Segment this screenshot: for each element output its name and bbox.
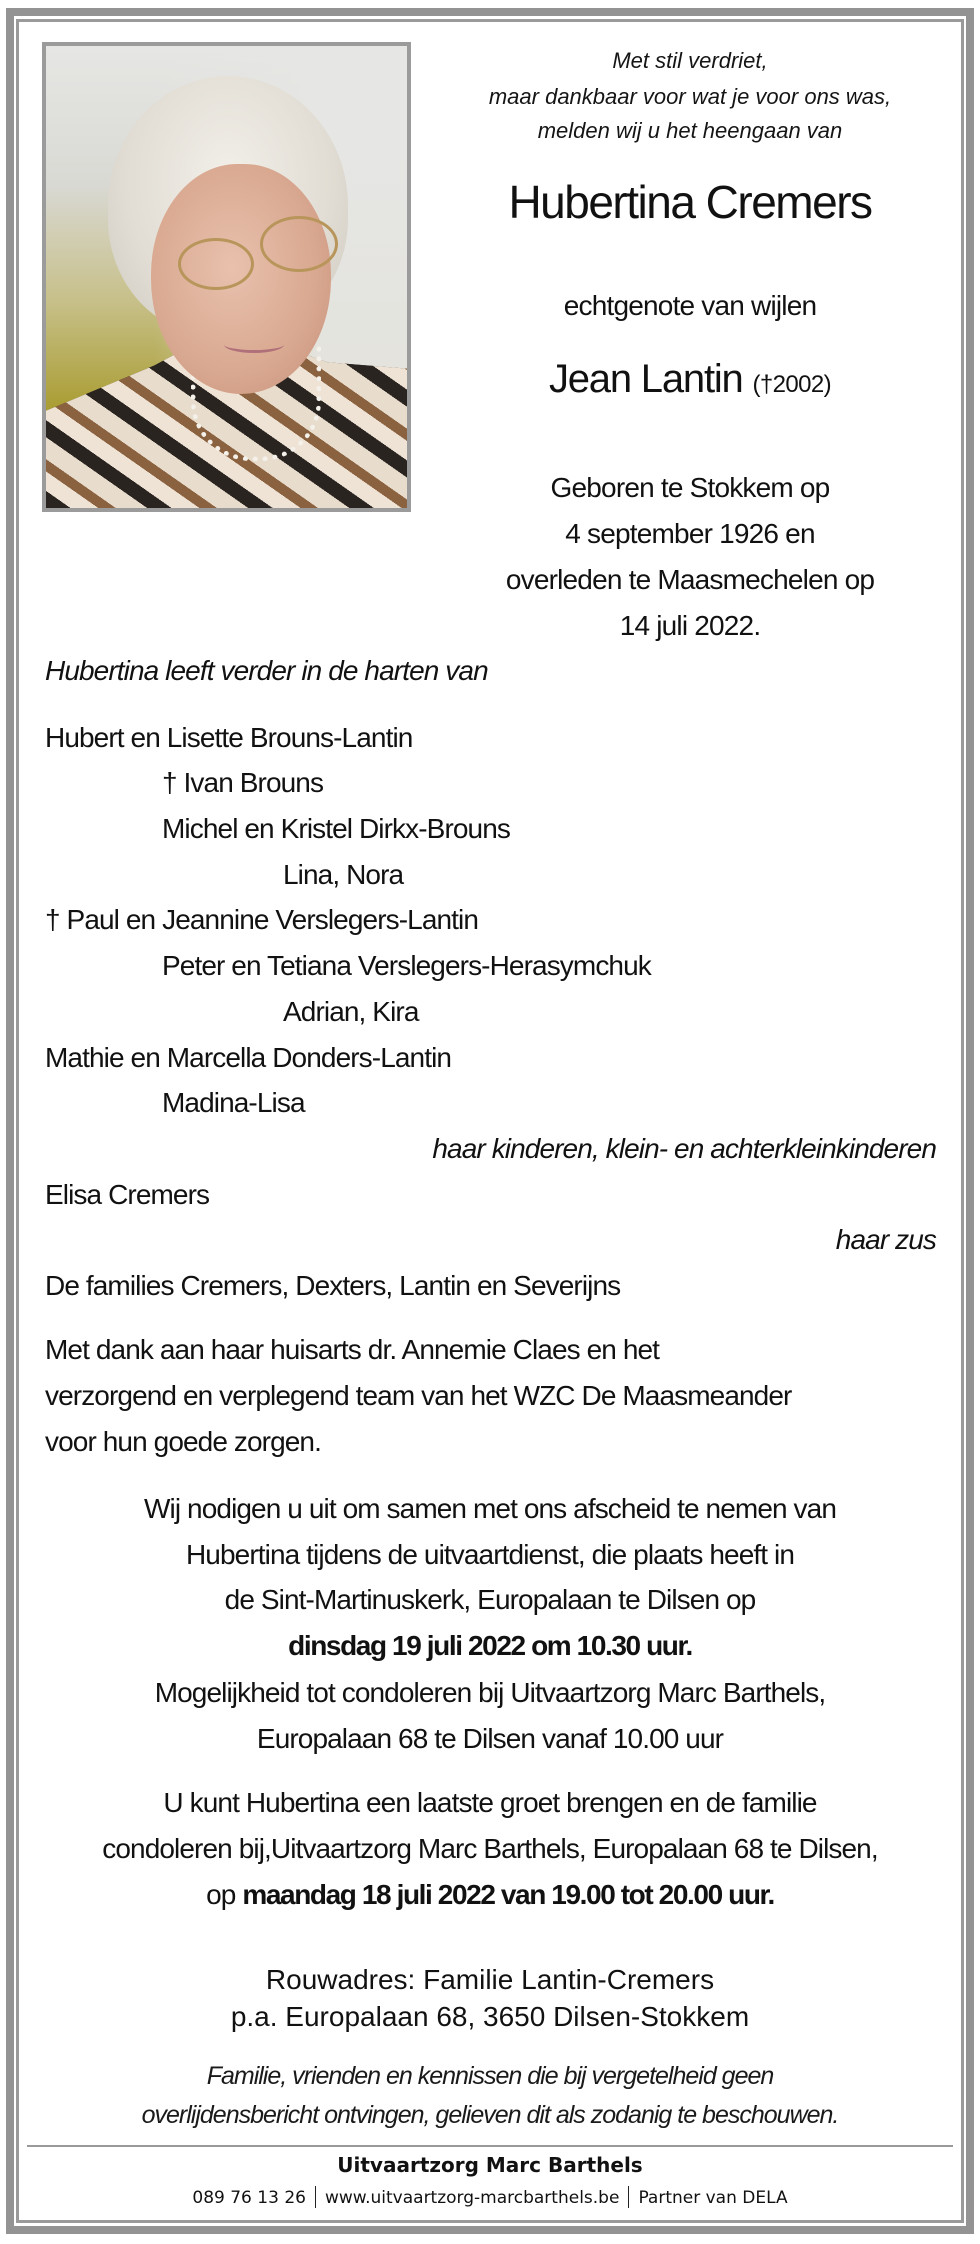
sister-name: Elisa Cremers [45,1179,210,1210]
intro-line-1: Met stil verdriet, [612,48,768,73]
spouse-name: Jean Lantin [548,357,743,401]
visitation-datetime-line [30,1879,950,1911]
life-line-2: 4 september 1926 en [565,518,815,549]
family-member: Michel en Kristel Dirkx-Brouns [162,813,510,844]
family-member: Mathie en Marcella Donders-Lantin [45,1042,452,1073]
funeral-home-name: Uitvaartzorg Marc Barthels [337,2153,643,2177]
intro-line-3: melden wij u het heengaan van [537,118,843,143]
notice-line-2: overlijdensbericht ontvingen, gelieven dit als zodanig te beschouwen. [141,2101,839,2129]
thanks-line-2: verzorgend en verplegend team van het WZC De Maasmeander [45,1380,792,1411]
survivors-intro: Hubertina leeft verder in de harten van [45,655,488,686]
mourning-address-line-2: p.a. Europalaan 68, 3650 Dilsen-Stokkem [230,2001,750,2032]
deceased-name: Hubertina Cremers [508,176,872,228]
service-line-3: de Sint-Martinuskerk, Europalaan te Dilsen op [224,1584,756,1615]
family-member: † Paul en Jeannine Verslegers-Lantin [45,904,479,935]
visitation-prefix: op [206,1879,236,1910]
visitation-line-1: U kunt Hubertina een laatste groet brengen en de familie [163,1787,817,1818]
spouse-line [440,357,940,402]
thanks-line-1: Met dank aan haar huisarts dr. Annemie Claes en het [45,1334,660,1365]
glasses-left-lens [178,238,254,290]
footer-contact-line [30,2186,950,2208]
extended-families: De families Cremers, Dexters, Lantin en Severijns [45,1270,621,1301]
service-line-2: Hubertina tijdens de uitvaartdienst, die plaats heeft in [185,1539,794,1570]
service-line-1: Wij nodigen u uit om samen met ons afscheid te nemen van [144,1493,836,1524]
life-line-4: 14 juli 2022. [619,610,761,641]
mourning-address-line-1: Rouwadres: Familie Lantin-Cremers [265,1964,715,1995]
photo-smile [224,336,284,353]
family-member: Peter en Tetiana Verslegers-Herasymchuk [162,950,651,981]
life-line-1: Geboren te Stokkem op [550,472,830,503]
glasses-right-lens [260,216,338,272]
condolence-line-2: Europalaan 68 te Dilsen vanaf 10.00 uur [256,1723,724,1754]
separator [628,2186,629,2208]
life-line-3: overleden te Maasmechelen op [505,564,875,595]
thanks-line-3: voor hun goede zorgen. [45,1426,321,1457]
footer-partner: Partner van DELA [638,2188,788,2208]
family-member: Adrian, Kira [283,996,419,1027]
visitation-line-2: condoleren bij,Uitvaartzorg Marc Barthels, Europalaan 68 te Dilsen, [102,1833,878,1864]
notice-line-1: Familie, vrienden en kennissen die bij vergetelheid geen [206,2062,774,2090]
condolence-line-1: Mogelijkheid tot condoleren bij Uitvaartzorg Marc Barthels, [154,1677,826,1708]
footer-divider [27,2145,953,2147]
intro-line-2: maar dankbaar voor wat je voor ons was, [488,84,892,109]
spouse-death-note: (†2002) [752,371,832,398]
portrait-photo [42,42,411,512]
separator [315,2186,316,2208]
spouse-prefix: echtgenote van wijlen [563,290,817,321]
family-member: Hubert en Lisette Brouns-Lantin [45,722,413,753]
service-datetime: dinsdag 19 juli 2022 om 10.30 uur. [288,1630,692,1661]
sister-caption: haar zus [835,1224,936,1255]
footer-phone[interactable]: 089 76 13 26 [192,2188,306,2208]
family-member: † Ivan Brouns [162,767,324,798]
family-member: Lina, Nora [283,859,404,890]
visitation-datetime: maandag 18 juli 2022 van 19.00 tot 20.00 uur. [242,1879,774,1910]
family-member: Madina-Lisa [162,1087,305,1118]
family-caption: haar kinderen, klein- en achterkleinkinderen [432,1133,936,1164]
footer-website-link[interactable]: www.uitvaartzorg-marcbarthels.be [324,2188,620,2208]
